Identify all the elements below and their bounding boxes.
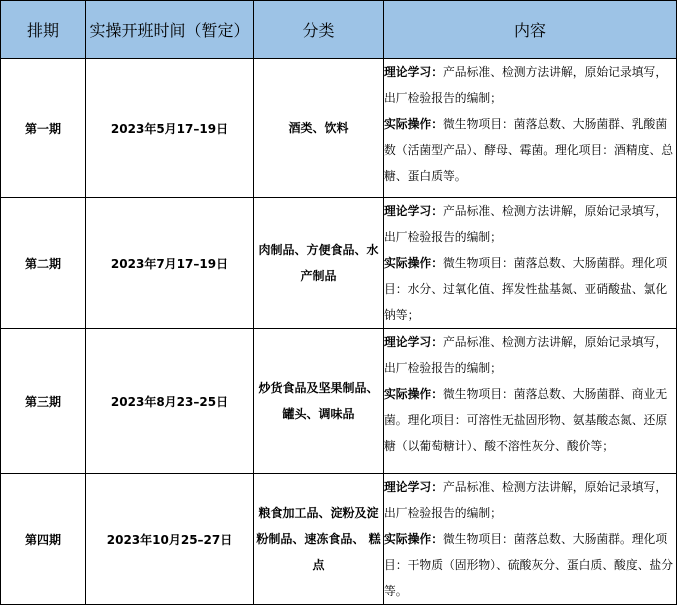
header-row — [1, 1, 677, 59]
period-cell: 第四期 — [1, 474, 86, 605]
header-period: 排期 — [1, 1, 86, 59]
table-row — [1, 59, 677, 198]
table-row — [1, 329, 677, 474]
dates-cell: 2023年5月17–19日 — [86, 59, 254, 198]
dates-cell: 2023年7月17–19日 — [86, 198, 254, 329]
content-cell — [384, 474, 677, 605]
content-cell — [384, 59, 677, 198]
theory-paragraph — [384, 198, 676, 250]
header-dates: 实操开班时间（暂定） — [86, 1, 254, 59]
theory-text: 产品标准、检测方法讲解，原始记录填写，出厂检验报告的编制； — [384, 335, 668, 375]
practice-paragraph — [384, 250, 676, 328]
header-content: 内容 — [384, 1, 677, 59]
category-cell: 酒类、饮料 — [254, 59, 384, 198]
table-row — [1, 198, 677, 329]
practice-label: 实际操作： — [384, 256, 443, 270]
theory-paragraph — [384, 474, 676, 526]
dates-cell: 2023年10月25–27日 — [86, 474, 254, 605]
content-cell — [384, 198, 677, 329]
theory-paragraph — [384, 59, 676, 111]
practice-label: 实际操作： — [384, 117, 443, 131]
practice-text: 微生物项目：菌落总数、大肠菌群。理化项目：水分、过氧化值、挥发性盐基氮、亚硝酸盐、氯化钠等； — [384, 256, 668, 322]
theory-label: 理论学习： — [384, 65, 443, 79]
practice-label: 实际操作： — [384, 532, 443, 546]
practice-paragraph — [384, 381, 676, 459]
practice-paragraph — [384, 111, 676, 189]
theory-label: 理论学习： — [384, 335, 443, 349]
practice-text: 微生物项目：菌落总数、大肠菌群、商业无菌。理化项目：可溶性无盐固形物、氨基酸态氮、还原糖（以葡萄糖计）、酸不溶性灰分、酸价等； — [384, 387, 668, 453]
practice-paragraph — [384, 526, 676, 604]
theory-label: 理论学习： — [384, 204, 443, 218]
practice-label: 实际操作： — [384, 387, 443, 401]
theory-paragraph — [384, 329, 676, 381]
practice-text: 微生物项目：菌落总数、大肠菌群、乳酸菌数（活菌型产品）、酵母、霉菌。理化项目：酒精度、总糖、蛋白质等。 — [384, 117, 674, 183]
period-cell: 第一期 — [1, 59, 86, 198]
table-row — [1, 474, 677, 605]
dates-cell: 2023年8月23–25日 — [86, 329, 254, 474]
content-cell — [384, 329, 677, 474]
period-cell: 第三期 — [1, 329, 86, 474]
theory-text: 产品标准、检测方法讲解，原始记录填写，出厂检验报告的编制； — [384, 480, 668, 520]
category-cell: 粮食加工品、淀粉及淀粉制品、速冻食品、 糕点 — [254, 474, 384, 605]
theory-text: 产品标准、检测方法讲解，原始记录填写，出厂检验报告的编制； — [384, 65, 668, 105]
header-category: 分类 — [254, 1, 384, 59]
category-cell: 肉制品、方便食品、水产制品 — [254, 198, 384, 329]
category-cell: 炒货食品及坚果制品、罐头、调味品 — [254, 329, 384, 474]
theory-text: 产品标准、检测方法讲解，原始记录填写，出厂检验报告的编制； — [384, 204, 668, 244]
theory-label: 理论学习： — [384, 480, 443, 494]
period-cell: 第二期 — [1, 198, 86, 329]
practice-text: 微生物项目：菌落总数、大肠菌群。理化项目：干物质（固形物）、硫酸灰分、蛋白质、酸度、盐分等。 — [384, 532, 674, 598]
